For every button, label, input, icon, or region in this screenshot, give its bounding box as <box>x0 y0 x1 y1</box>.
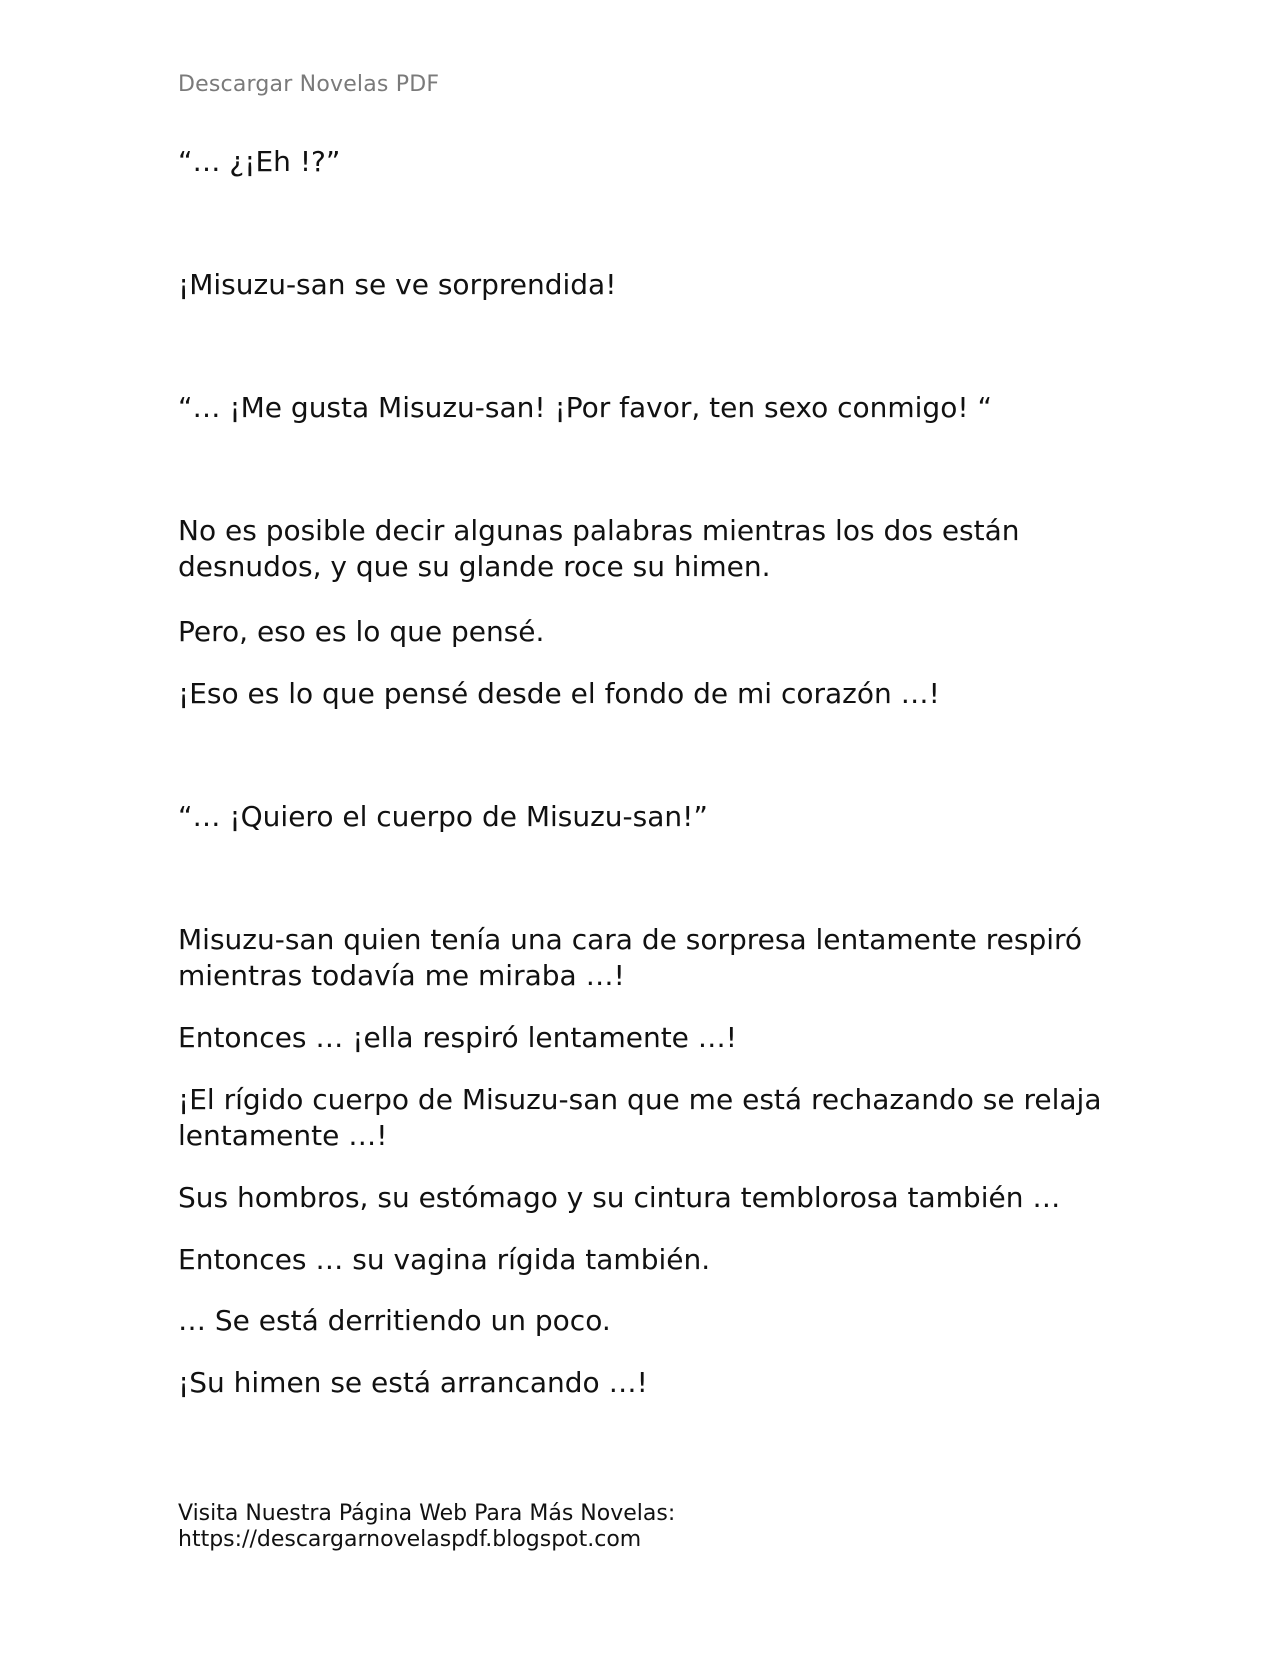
paragraph: Entonces … ¡ella respiró lentamente …! <box>178 1021 738 1054</box>
page-footer <box>178 1501 675 1553</box>
paragraph: … Se está derritiendo un poco. <box>178 1304 611 1337</box>
footer-promo-text: Visita Nuestra Página Web Para Más Novelas: <box>178 1501 676 1526</box>
page-header: Descargar Novelas PDF <box>178 72 440 97</box>
paragraph: ¡Misuzu-san se ve sorprendida! <box>178 268 617 301</box>
paragraph: Pero, eso es lo que pensé. <box>178 615 545 648</box>
paragraph: “… ¡Quiero el cuerpo de Misuzu-san!” <box>178 800 708 833</box>
paragraph: Entonces … su vagina rígida también. <box>178 1243 711 1276</box>
paragraph: No es posible decir algunas palabras mientras los dos están desnudos, y que su glande roce su himen. <box>178 514 1020 583</box>
paragraph: ¡Eso es lo que pensé desde el fondo de mi corazón …! <box>178 677 940 710</box>
paragraph: “… ¡Me gusta Misuzu-san! ¡Por favor, ten sexo conmigo! “ <box>178 391 992 424</box>
footer-url-link[interactable]: https://descargarnovelaspdf.blogspot.com <box>178 1527 642 1552</box>
paragraph: “… ¿¡Eh !?” <box>178 145 341 178</box>
paragraph: Misuzu-san quien tenía una cara de sorpresa lentamente respiró mientras todavía me miraba …! <box>178 923 1083 992</box>
paragraph: Sus hombros, su estómago y su cintura temblorosa también … <box>178 1181 1061 1214</box>
paragraph: ¡Su himen se está arrancando …! <box>178 1366 648 1399</box>
paragraph: ¡El rígido cuerpo de Misuzu-san que me está rechazando se relaja lentamente …! <box>178 1083 1102 1152</box>
